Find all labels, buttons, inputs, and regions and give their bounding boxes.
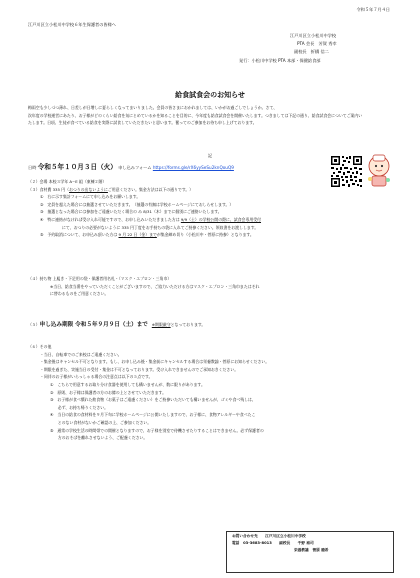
greeting-line: 次年度の学校運営にあたり、お子様がどのくらい給食を気にとめているかを知ることを目的に、今年度も給食試食会を開催いたします。つきましては下記の通り、給食試食会についてご案内い	[28, 112, 363, 118]
sender-pta-chair: PTA 会長 芳賀 秀幸	[297, 41, 337, 47]
other-section	[28, 343, 392, 442]
other-sub-line: 必ず、お持ち帰りください。	[50, 404, 109, 410]
sender-publisher: 発行：小松川中学校 PTA 本部・保健給食部	[239, 57, 321, 63]
bring-line: （４）持ち物 上履き・下足用の袋・保護者用名札・（マスク・エプロン・三角巾）	[28, 276, 172, 281]
fee-sub-line: ③ 抽選となった場合には参加をご遠慮いただく場合の み 8/31（木）までに個別にご連絡いたします。	[40, 209, 222, 215]
date-label: 日時	[28, 165, 37, 170]
issue-date: 令和５年７月４日	[356, 7, 390, 12]
event-date: 令和５年１０月３日（火）	[37, 163, 117, 171]
other-line: ・当日、自転車でのご来校はご遠慮ください。	[40, 351, 122, 357]
other-heading: （６）その他	[28, 344, 52, 349]
page-title: 給食試食会のお知らせ	[175, 91, 245, 99]
bring-section	[28, 275, 392, 298]
other-line: ・同伴のお子様がいらっしゃる場合の注意点は以下の５点です。	[40, 374, 153, 380]
ki-marker: 記	[207, 153, 213, 158]
fee-sub-line: ① 右に示す集計フォームにて申し込みをお願いします。	[40, 194, 141, 200]
venue-line: （２）会場 本校３学年 A~E 組（東棟２階）	[28, 179, 107, 184]
contact-nutrition-row: 栄養教諭 菅原 睦希	[294, 548, 329, 553]
bring-note: に替わるものをご用意ください。	[50, 291, 109, 297]
other-line: ・期限を過ぎた、実施当日の受付・集金は不可となっております。受け入れできませんのでご承知おきください。	[40, 366, 239, 372]
fee-line: （３）食材費 335 円（おつりの出ないようにご用意ください。集金方法は以下の通りです。）	[28, 186, 194, 192]
greeting-line: 梅雨空も少しづつ薄れ、日差しが日増しに夏らしくなってまいりました。会員の皆さまにおかれましては、いかがお過ごしでしょうか。さて、	[28, 105, 278, 110]
apply-label: 申し込みフォーム	[118, 165, 152, 170]
fee-sub-line: ⑤ 予約取消について、お申込み頂いた方は 9 月 22 日（金）までが集金締め切り（小松川中・菅原に持参）となります。	[40, 232, 254, 238]
other-line: ・集金後はキャンセル不可となります。もし、お申し込み後・集金前にキャンセルする場合は栄養教諭・菅原にお知らせください。	[40, 359, 270, 365]
other-sub-line: ④ 当日の給食の食材料を９月下旬に学校ホームページに公開いたしますので、お子様に、食物アレルギーや食べたこ	[50, 412, 256, 418]
greeting-paragraph	[28, 104, 392, 127]
addressee: 江戸川区立小松川中学校６年生保護者の皆様へ	[28, 22, 116, 27]
details-section	[28, 178, 392, 239]
greeting-line: たします。日頃、生徒が食べている給食を実際に試食していただきたいと思います。奮ってのご参加をお待ち申し上げております。	[28, 120, 257, 126]
other-sub-line: ⑤ 通常の学校生活の時間帯での開催となりますので、お子様を別室で待機させたりすることはできません。必ず保護者の	[50, 427, 264, 433]
fee-sub-line: ④ 特に連絡がなければ受け入れ可能ですので、お申し込みいただきました方は 9/9（土）の学校公開の際に、試食会専用受付	[40, 217, 262, 223]
contact-box	[226, 531, 394, 573]
sender-school: 江戸川区立小松川中学校	[290, 33, 337, 38]
other-sub-line: ② 原則、お子様は保護者の方のお膝の上とさせていただきます。	[50, 389, 167, 395]
bring-note: ※当日、給食当番をやっていただくことがございますので、ご協力いただける方はマスク・エプロン・三角巾またはそれ	[50, 283, 260, 289]
contact-heading: お問い合わせ先 江戸川区立小松川中学校	[232, 534, 306, 538]
sender-vice-principal: 副校長 折橋 信二	[294, 49, 329, 55]
form-link[interactable]: https://forms.gle/rX6yySeSu2knQouQ9	[152, 165, 234, 170]
contact-phone-row: 電話 03-3683-8013 副校長 千野 裕司	[232, 541, 314, 546]
other-sub-line: 方のおそばを離れさせないよう、ご配慮ください。	[50, 435, 148, 441]
sender-block	[222, 32, 392, 65]
fee-sub-line: ② 定員を超えた場合には抽選させていただきます。（抽選の有無は学校ホームページにておしらせします。）	[40, 201, 234, 207]
deadline-line: （５）申し込み期限 令和５年９月９日（土）まで ※期限厳守となっております。	[28, 322, 206, 328]
other-sub-line: ③ お子様が食べ慣れた飲食物（お菓子はご遠慮ください）をご持参いただいても構いませんが、ゴミや食べ残しは、	[50, 397, 256, 403]
deadline-section	[28, 320, 392, 331]
date-row	[28, 163, 328, 173]
other-sub-line: ① こちらで用意するお取り分け食器を使用しても構いませんが、数に限りがあります。	[50, 382, 205, 388]
contact-phone[interactable]: 03-3683-8013	[243, 541, 272, 546]
other-sub-line: とのない食材がないかご確認の上、ご参加ください。	[50, 420, 152, 426]
fee-sub-line: にて、おつりの必要がないように 335 円丁度をお手持ちの袋に入れてご持参ください。領収書をお渡しします。	[62, 224, 259, 230]
